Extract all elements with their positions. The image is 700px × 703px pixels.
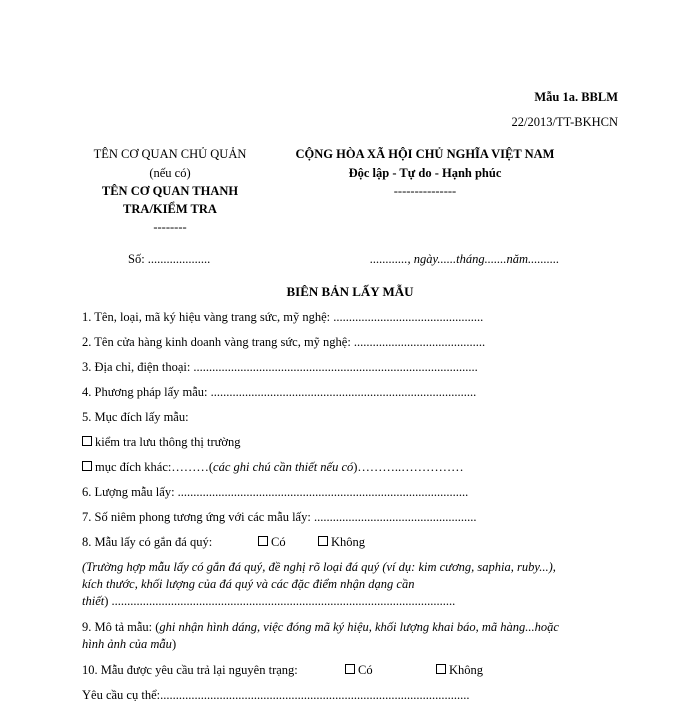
checkbox-icon[interactable] — [82, 461, 92, 471]
gem-no-option[interactable] — [318, 535, 365, 550]
right-divider: --------------- — [393, 184, 457, 198]
purpose-market-label: kiểm tra lưu thông thị trường — [95, 435, 241, 449]
purpose-other-note: các ghi chú cần thiết nếu có — [213, 460, 354, 474]
circular-number: 22/2013/TT-BKHCN — [511, 115, 618, 129]
item-9-cont — [82, 637, 176, 652]
purpose-other-suffix: )………..…………… — [353, 460, 464, 474]
nation-title: CỘNG HÒA XÃ HỘI CHỦ NGHĨA VIỆT NAM — [295, 147, 555, 161]
checkbox-icon[interactable] — [82, 436, 92, 446]
gem-no-label: Không — [331, 535, 366, 549]
gem-note-line3-italic: thiết — [82, 594, 105, 608]
document-number: Số: .................... — [128, 252, 211, 266]
checkbox-icon[interactable] — [318, 536, 328, 546]
return-no-label: Không — [449, 663, 484, 677]
item-3: 3. Địa chỉ, điện thoại: ........................................................................................... — [82, 360, 478, 374]
gem-yes-label: Có — [271, 535, 286, 549]
inspection-agency-name-line2: TRA/KIỂM TRA — [123, 202, 217, 216]
inspection-agency-name-line1: TÊN CƠ QUAN THANH — [101, 184, 239, 198]
gem-note-line1: (Trường hợp mẫu lấy có gắn đá quý, đề nghị rõ loại đá quý (ví dụ: kim cương, saphia, ruby...), — [82, 560, 556, 574]
item-7: 7. Số niêm phong tương ứng với các mẫu lấy: .................................................... — [82, 510, 477, 524]
date-line: ............, ngày......tháng.......năm.......... — [370, 252, 560, 266]
checkbox-icon[interactable] — [258, 536, 268, 546]
gem-note-line2: kích thước, khối lượng của đá quý và các đặc điểm nhận dạng cần — [82, 577, 415, 591]
checkbox-icon[interactable] — [436, 664, 446, 674]
gem-yes-option[interactable] — [258, 535, 286, 550]
item-9-note-line2: hình ảnh của mẫu — [82, 637, 172, 651]
agency-parent-name: TÊN CƠ QUAN CHỦ QUẢN — [93, 147, 247, 161]
purpose-other-option[interactable] — [82, 460, 464, 475]
item-4: 4. Phương pháp lấy mẫu: ..................................................................................... — [82, 385, 477, 399]
item-1: 1. Tên, loại, mã ký hiệu vàng trang sức, mỹ nghệ: ................................................ — [82, 310, 484, 324]
gem-note-line3 — [82, 594, 455, 609]
item-9-note-line1: ghi nhận hình dáng, việc đóng mã ký hiệu, khối lượng khai báo, mã hàng...hoặc — [159, 620, 559, 634]
item-9-close: ) — [171, 637, 177, 651]
item-8: 8. Mẫu lấy có gắn đá quý: — [82, 535, 213, 549]
checkbox-icon[interactable] — [345, 664, 355, 674]
return-yes-label: Có — [358, 663, 373, 677]
form-code: Mẫu 1a. BBLM — [534, 90, 618, 104]
item-9-label: 9. Mô tả mẫu: ( — [82, 620, 160, 634]
item-6: 6. Lượng mẫu lấy: ............................................................................................. — [82, 485, 469, 499]
gem-note-line3-dots: ) .............................................................................................................. — [104, 594, 456, 608]
purpose-market-option[interactable] — [82, 435, 241, 450]
item-10: 10. Mẫu được yêu cầu trả lại nguyên trạng: — [82, 663, 298, 677]
national-motto: Độc lập - Tự do - Hạnh phúc — [348, 166, 502, 180]
item-2: 2. Tên cửa hàng kinh doanh vàng trang sức, mỹ nghệ: .......................................... — [82, 335, 486, 349]
item-5: 5. Mục đích lấy mẫu: — [82, 410, 189, 424]
purpose-other-label: mục đích khác:………( — [95, 460, 214, 474]
document-title: BIÊN BẢN LẤY MẪU — [286, 284, 414, 299]
return-yes-option[interactable] — [345, 663, 373, 678]
item-9 — [82, 620, 559, 635]
specific-request: Yêu cầu cụ thể:................................................................................................... — [82, 688, 470, 702]
return-no-option[interactable] — [436, 663, 483, 678]
agency-parent-note: (nếu có) — [149, 166, 191, 180]
left-divider: -------- — [153, 220, 187, 234]
